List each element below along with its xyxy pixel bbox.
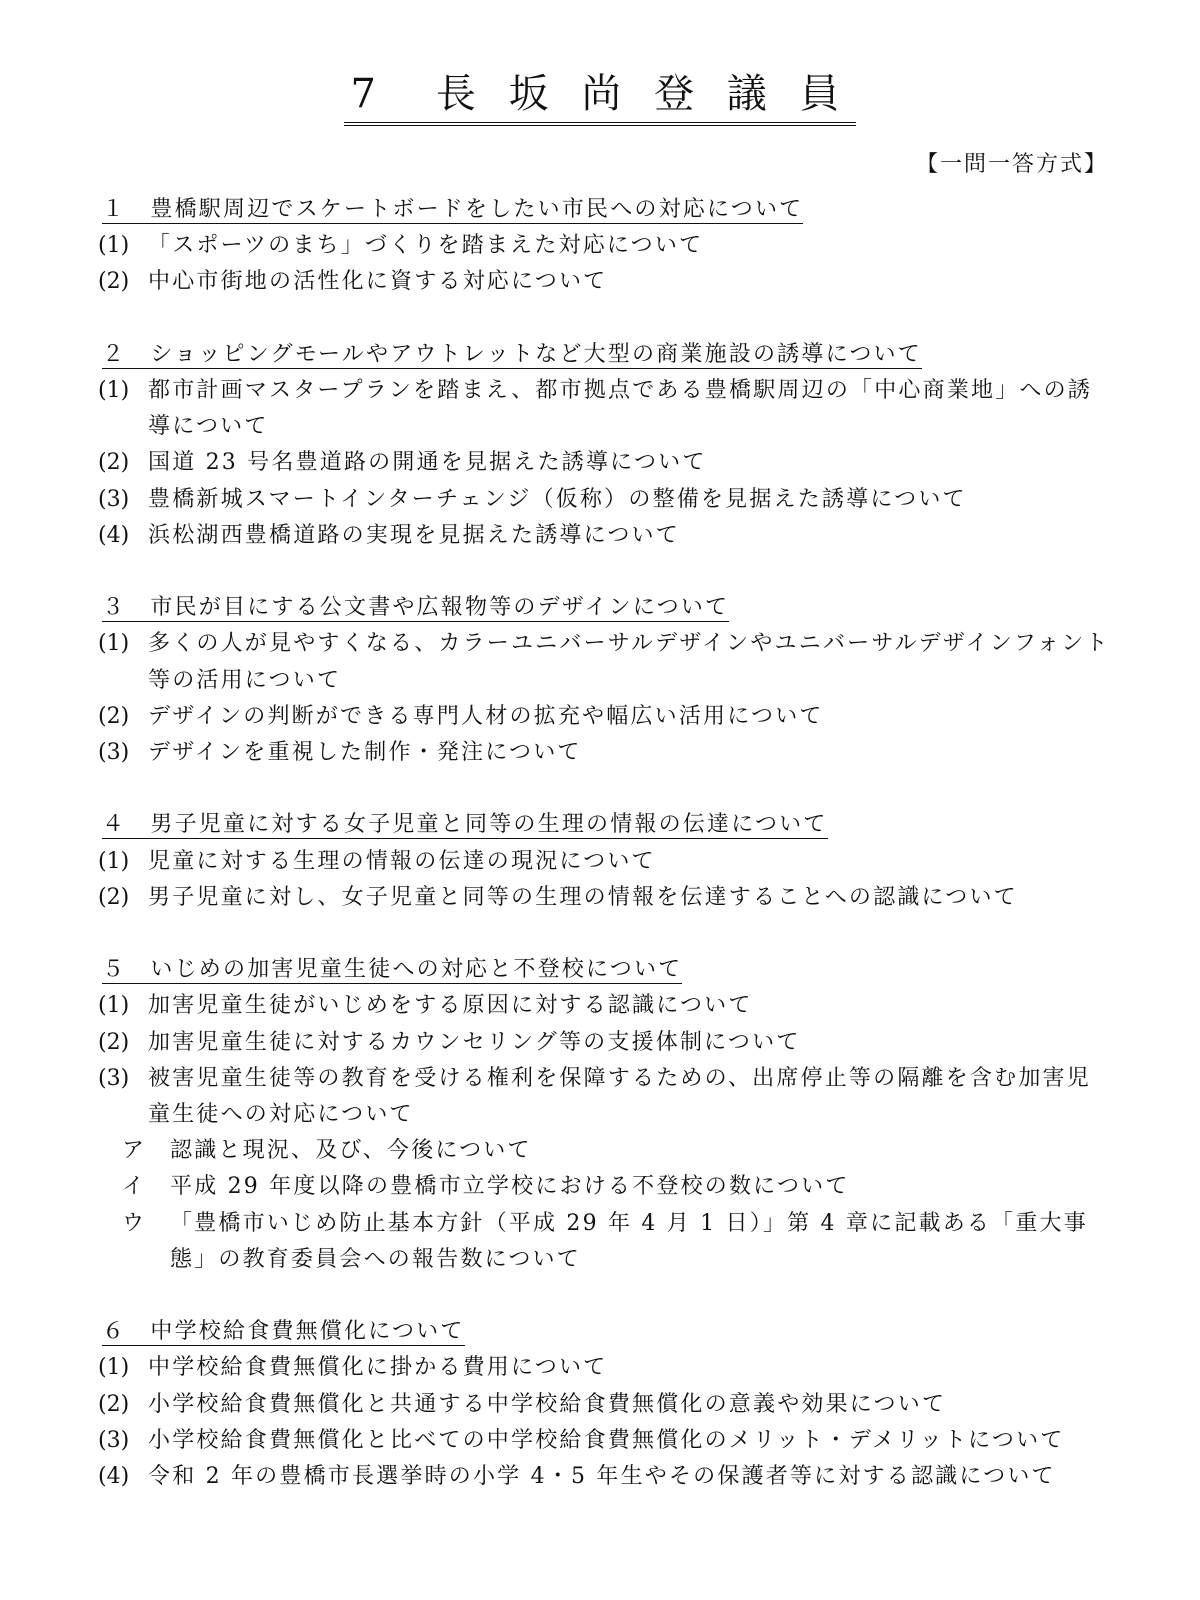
sub-item-marker: ウ [122,1210,147,1236]
page-title [0,68,1200,126]
item-text: 男子児童に対し、女子児童と同等の生理の情報を伝達することへの認識について [148,884,1018,910]
item-number: (2) [98,703,130,729]
item-text: 加害児童生徒がいじめをする原因に対する認識について [148,993,753,1019]
item-number: (1) [98,993,130,1019]
list-item [98,626,1113,698]
question-format-label: 【一問一答方式】 [915,152,1108,177]
item-text: デザインの判断ができる専門人材の拡充や幅広い活用について [148,703,824,729]
sub-item-marker: ア [122,1138,147,1164]
item-text: 都市計画マスタープランを踏まえ、都市拠点である豊橋駅周辺の「中心商業地」への誘導について [148,378,1093,440]
item-text: 「スポーツのまち」づくりを踏まえた対応について [148,233,704,259]
item-number: (2) [98,884,130,910]
list-item [98,1350,1113,1386]
item-number: (2) [98,450,130,476]
item-number: (1) [98,848,130,874]
sub-item [98,1206,1113,1278]
item-text: 小学校給食費無償化と比べての中学校給食費無償化のメリット・デメリットについて [148,1427,1065,1453]
section-heading: ４ 男子児童に対する女子児童と同等の生理の情報の伝達について [102,812,828,838]
item-number: (4) [98,1464,130,1490]
item-number: (3) [98,1065,130,1091]
item-text: 国道 23 号名豊道路の開通を見据えた誘導について [148,450,707,476]
item-text: 加害児童生徒に対するカウンセリング等の支援体制について [148,1029,801,1055]
list-item [98,988,1113,1024]
item-text: デザインを重視した制作・発注について [148,740,582,766]
item-text: 多くの人が見やすくなる、カラーユニバーサルデザインやユニバーサルデザインフォント等の活用について [148,631,1110,693]
section-3 [98,590,1113,771]
section-heading: １ 豊橋駅周辺でスケートボードをしたい市民への対応について [102,197,804,222]
sub-item-text: 「豊橋市いじめ防止基本方針（平成 29 年 4 月 1 日）」第 4 章に記載ある「重大事態」の教育委員会への報告数について [170,1210,1088,1272]
item-text: 令和 2 年の豊橋市長選挙時の小学 4・5 年生やその保護者等に対する認識について [148,1464,1056,1490]
list-item [98,482,1113,518]
item-number: (2) [98,1391,130,1417]
item-number: (2) [98,269,130,295]
list-item [98,699,1113,735]
page-title-text: 7 長 坂 尚 登 議 員 [344,68,855,126]
item-text: 中学校給食費無償化に掛かる費用について [148,1355,608,1381]
list-item [98,1061,1113,1133]
section-heading: ２ ショッピングモールやアウトレットなど大型の商業施設の誘導について [102,341,922,367]
sub-item [98,1133,1113,1169]
item-text: 小学校給食費無償化と共通する中学校給食費無償化の意義や効果について [148,1391,947,1417]
item-number: (1) [98,378,130,403]
list-item [98,1459,1113,1495]
section-1 [98,192,1113,301]
item-number: (2) [98,1029,130,1055]
sub-item-marker: イ [122,1174,147,1200]
item-number: (1) [98,1355,130,1381]
item-text: 児童に対する生理の情報の伝達の現況について [148,848,656,874]
item-number: (3) [98,740,130,766]
item-number: (4) [98,522,130,548]
list-item [98,1025,1113,1061]
section-2 [98,337,1113,554]
list-item [98,373,1113,445]
list-item [98,880,1113,916]
item-number: (3) [98,1427,130,1453]
section-6 [98,1314,1113,1495]
section-heading: ３ 市民が目にする公文書や広報物等のデザインについて [102,595,730,621]
sub-item-text: 認識と現況、及び、今後について [170,1138,532,1164]
item-text: 豊橋新城スマートインターチェンジ（仮称）の整備を見据えた誘導について [148,486,967,512]
list-item [98,735,1113,771]
list-item [98,228,1113,264]
item-number: (1) [98,233,130,259]
sub-item [98,1169,1113,1205]
item-number: (1) [98,631,130,657]
list-item [98,844,1113,880]
section-5 [98,952,1113,1278]
section-heading: ５ いじめの加害児童生徒への対応と不登校について [102,957,683,983]
section-heading: ６ 中学校給食費無償化について [102,1319,465,1345]
list-item [98,264,1113,300]
list-item [98,445,1113,481]
list-item [98,1423,1113,1459]
list-item [98,518,1113,554]
sub-item-text: 平成 29 年度以降の豊橋市立学校における不登校の数について [170,1174,850,1200]
question-list [98,192,1113,1495]
item-text: 被害児童生徒等の教育を受ける権利を保障するための、出席停止等の隔離を含む加害児童生徒への対応について [148,1065,1091,1128]
list-item [98,1387,1113,1423]
section-4 [98,807,1113,916]
item-text: 中心市街地の活性化に資する対応について [148,269,608,295]
item-text: 浜松湖西豊橋道路の実現を見据えた誘導について [148,522,680,548]
item-number: (3) [98,486,130,512]
